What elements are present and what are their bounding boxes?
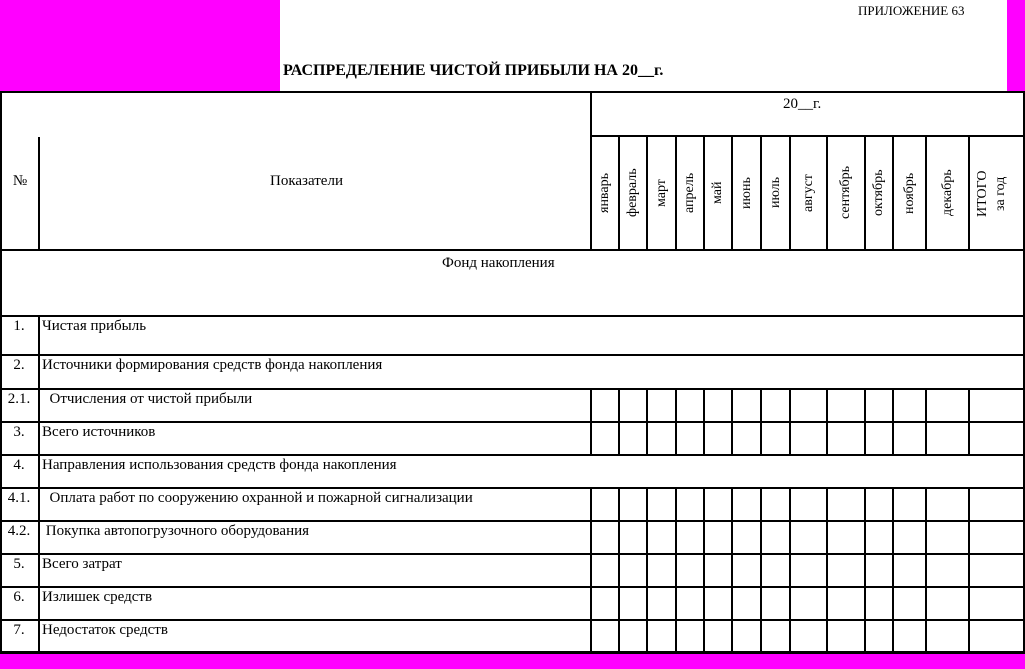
cell-divider [826,619,828,652]
month-col-divider [646,137,648,250]
cell-divider [760,520,762,553]
cell-divider [789,421,791,454]
cell-divider [731,619,733,652]
cell-divider [675,553,677,586]
month-col-divider [618,137,620,250]
appendix-label: ПРИЛОЖЕНИЕ 63 [858,3,965,18]
value-cell[interactable] [592,522,618,553]
month-col-divider [925,137,927,250]
value-cell[interactable] [828,390,864,421]
row-divider [0,520,1023,522]
row-number: 2.1. [7,391,31,407]
cell-divider [703,388,705,421]
value-cell[interactable] [762,423,789,454]
month-header: октябрь [871,169,886,217]
number-col-divider [38,520,40,553]
row-label: Направления использования средств фонда накопления [42,457,397,473]
cell-divider [925,619,927,652]
value-cell[interactable] [648,489,675,520]
value-cell[interactable] [894,390,925,421]
value-cell[interactable] [677,522,703,553]
number-col-divider [38,315,40,354]
month-header: декабрь [940,169,955,217]
cell-divider [968,619,970,652]
cell-divider [731,553,733,586]
value-cell[interactable] [894,423,925,454]
cell-divider [703,421,705,454]
value-cell[interactable] [705,423,731,454]
row-divider [0,487,1023,489]
cell-divider [618,619,620,652]
value-cell[interactable] [677,621,703,652]
cell-divider [789,388,791,421]
cell-divider [925,421,927,454]
value-cell[interactable] [828,555,864,586]
value-cell[interactable] [791,621,826,652]
value-cell[interactable] [828,522,864,553]
cell-divider [590,586,592,619]
cell-divider [646,421,648,454]
value-cell[interactable] [927,423,968,454]
cell-divider [968,520,970,553]
cell-divider [864,520,866,553]
cell-divider [675,619,677,652]
cell-divider [968,586,970,619]
value-cell[interactable] [828,489,864,520]
cell-divider [646,520,648,553]
page-title: РАСПРЕДЕЛЕНИЕ ЧИСТОЙ ПРИБЫЛИ НА 20__г. [283,62,664,79]
cell-divider [675,388,677,421]
value-cell[interactable] [620,588,646,619]
row-divider [0,421,1023,423]
cell-divider [731,421,733,454]
value-cell[interactable] [648,423,675,454]
cell-divider [703,553,705,586]
value-cell[interactable] [705,588,731,619]
cell-divider [864,487,866,520]
row-divider [0,553,1023,555]
number-col-divider [38,421,40,454]
row-label: Покупка автопогрузочного оборудования [42,523,310,539]
cell-divider [731,487,733,520]
cell-divider [789,619,791,652]
cell-divider [675,487,677,520]
value-cell[interactable] [828,621,864,652]
cell-divider [590,520,592,553]
row-number: 2. [13,357,25,373]
value-cell[interactable] [762,588,789,619]
value-cell[interactable] [733,489,760,520]
value-cell[interactable] [677,555,703,586]
value-cell[interactable] [677,390,703,421]
value-cell[interactable] [866,522,892,553]
cell-divider [703,520,705,553]
number-col-divider [38,487,40,520]
value-cell[interactable] [705,390,731,421]
month-header: март [654,179,669,207]
cell-divider [925,586,927,619]
value-cell[interactable] [927,522,968,553]
value-cell[interactable] [791,489,826,520]
cell-divider [675,586,677,619]
cell-divider [646,487,648,520]
cell-divider [826,487,828,520]
cell-divider [892,553,894,586]
value-cell[interactable] [970,555,1023,586]
row-number: 6. [13,589,25,605]
cell-divider [968,388,970,421]
number-col-divider [38,553,40,586]
value-cell[interactable] [970,522,1023,553]
row-label: Всего источников [42,424,156,440]
value-cell[interactable] [791,522,826,553]
cell-divider [760,619,762,652]
magenta-banner-right [1007,0,1025,92]
value-cell[interactable] [648,588,675,619]
table-border-bottom [0,651,1025,654]
cell-divider [760,586,762,619]
value-cell[interactable] [733,423,760,454]
cell-divider [789,553,791,586]
value-cell[interactable] [705,621,731,652]
cell-divider [892,619,894,652]
month-header: июль [768,177,783,209]
value-cell[interactable] [677,489,703,520]
cell-divider [760,421,762,454]
cell-divider [968,553,970,586]
value-cell[interactable] [894,489,925,520]
value-cell[interactable] [592,588,618,619]
cell-divider [925,553,927,586]
row-label: Всего затрат [42,556,122,572]
cell-divider [925,388,927,421]
value-cell[interactable] [970,390,1023,421]
cell-divider [590,487,592,520]
cell-divider [703,586,705,619]
value-cell[interactable] [828,423,864,454]
value-cell[interactable] [866,588,892,619]
cell-divider [618,487,620,520]
header-total [974,140,1010,248]
row-divider [0,315,1023,317]
value-cell[interactable] [927,390,968,421]
value-cell[interactable] [648,390,675,421]
value-cell[interactable] [620,489,646,520]
cell-divider [675,520,677,553]
cell-divider [590,388,592,421]
value-cell[interactable] [592,489,618,520]
row-label: Излишек средств [42,589,153,605]
row-number: 5. [13,556,25,572]
value-cell[interactable] [866,390,892,421]
value-cell[interactable] [927,621,968,652]
cell-divider [703,487,705,520]
table-border-left [0,91,2,653]
value-cell[interactable] [620,390,646,421]
value-cell[interactable] [927,588,968,619]
month-col-divider [731,137,733,250]
row-label: Чистая прибыль [42,318,147,334]
cell-divider [864,553,866,586]
month-col-divider [826,137,828,250]
number-col-divider-header [38,137,40,250]
cell-divider [703,619,705,652]
month-col-divider [892,137,894,250]
header-year: 20__г. [783,96,822,112]
row-number: 4.2. [7,523,31,539]
value-cell[interactable] [677,423,703,454]
value-cell[interactable] [592,555,618,586]
month-header: февраль [625,168,640,218]
value-cell[interactable] [894,621,925,652]
cell-divider [789,520,791,553]
row-divider [0,619,1023,621]
cell-divider [826,388,828,421]
cell-divider [826,421,828,454]
value-cell[interactable] [791,555,826,586]
value-cell[interactable] [970,621,1023,652]
value-cell[interactable] [762,522,789,553]
value-cell[interactable] [677,588,703,619]
cell-divider [925,520,927,553]
month-col-divider [864,137,866,250]
cell-divider [892,520,894,553]
row-divider [0,586,1023,588]
value-cell[interactable] [592,423,618,454]
cell-divider [892,487,894,520]
cell-divider [618,586,620,619]
header-bottom [0,249,1023,251]
row-divider [0,454,1023,456]
value-cell[interactable] [927,489,968,520]
cell-divider [590,619,592,652]
number-col-divider [38,619,40,652]
month-header: ноябрь [902,172,917,214]
cell-divider [864,421,866,454]
value-cell[interactable] [970,423,1023,454]
header-number: № [12,173,28,189]
month-col-divider [968,137,970,250]
value-cell[interactable] [620,621,646,652]
value-cell[interactable] [762,489,789,520]
row-number: 1. [13,318,25,334]
month-header: апрель [682,172,697,214]
magenta-banner-left [0,0,280,92]
value-cell[interactable] [733,621,760,652]
cell-divider [646,553,648,586]
value-cell[interactable] [762,621,789,652]
row-label: Отчисления от чистой прибыли [42,391,253,407]
header-indicators: Показатели [270,173,343,189]
row-label: Оплата работ по сооружению охранной и пожарной сигнализации [42,490,473,506]
cell-divider [646,388,648,421]
value-cell[interactable] [620,522,646,553]
month-header: сентябрь [838,166,853,220]
value-cell[interactable] [791,390,826,421]
value-cell[interactable] [620,423,646,454]
value-cell[interactable] [592,390,618,421]
value-cell[interactable] [894,522,925,553]
header-total-line1: ИТОГО [975,170,990,218]
number-col-divider [38,586,40,619]
row-label: Источники формирования средств фонда накопления [42,357,383,373]
value-cell[interactable] [866,423,892,454]
cell-divider [646,586,648,619]
value-cell[interactable] [927,555,968,586]
cell-divider [789,487,791,520]
month-header: июнь [739,177,754,209]
value-cell[interactable] [648,522,675,553]
cell-divider [968,421,970,454]
row-divider [0,354,1023,356]
cell-divider [675,421,677,454]
cell-divider [590,553,592,586]
value-cell[interactable] [620,555,646,586]
value-cell[interactable] [970,489,1023,520]
month-header: январь [597,173,612,213]
value-cell[interactable] [866,489,892,520]
cell-divider [968,487,970,520]
value-cell[interactable] [894,555,925,586]
cell-divider [618,520,620,553]
cell-divider [618,421,620,454]
month-header: май [710,181,725,205]
cell-divider [864,586,866,619]
value-cell[interactable] [705,555,731,586]
cell-divider [892,586,894,619]
cell-divider [760,388,762,421]
header-total-line2: за год [993,176,1008,212]
value-cell[interactable] [762,390,789,421]
cell-divider [892,388,894,421]
value-cell[interactable] [866,555,892,586]
value-cell[interactable] [733,522,760,553]
row-number: 4.1. [7,490,31,506]
number-col-divider [38,388,40,421]
value-cell[interactable] [648,555,675,586]
row-number: 7. [13,622,25,638]
row-number: 4. [13,457,25,473]
value-cell[interactable] [894,588,925,619]
value-cell[interactable] [733,588,760,619]
cell-divider [826,553,828,586]
value-cell[interactable] [970,588,1023,619]
value-cell[interactable] [791,423,826,454]
cell-divider [731,586,733,619]
row-divider [0,388,1023,390]
cell-divider [892,421,894,454]
cell-divider [646,619,648,652]
month-col-divider [703,137,705,250]
cell-divider [618,553,620,586]
cell-divider [864,619,866,652]
value-cell[interactable] [648,621,675,652]
cell-divider [731,520,733,553]
value-cell[interactable] [592,621,618,652]
month-col-divider [789,137,791,250]
cell-divider [789,586,791,619]
cell-divider [826,586,828,619]
section-title: Фонд накопления [442,255,555,271]
cell-divider [618,388,620,421]
year-header-divider [590,135,1023,137]
value-cell[interactable] [762,555,789,586]
cell-divider [731,388,733,421]
cell-divider [864,388,866,421]
month-header: август [801,174,816,212]
value-cell[interactable] [866,621,892,652]
table-border-top [0,91,1025,93]
value-cell[interactable] [733,390,760,421]
cell-divider [590,421,592,454]
month-col-divider [760,137,762,250]
row-label: Недостаток средств [42,622,168,638]
cell-divider [760,487,762,520]
magenta-footer-band [0,653,1025,669]
value-cell[interactable] [791,588,826,619]
value-cell[interactable] [705,489,731,520]
cell-divider [925,487,927,520]
value-cell[interactable] [705,522,731,553]
value-cell[interactable] [828,588,864,619]
cell-divider [826,520,828,553]
row-number: 3. [13,424,25,440]
number-col-divider [38,454,40,487]
cell-divider [760,553,762,586]
value-cell[interactable] [733,555,760,586]
year-header-left [590,91,592,250]
month-col-divider [675,137,677,250]
number-col-divider [38,354,40,388]
